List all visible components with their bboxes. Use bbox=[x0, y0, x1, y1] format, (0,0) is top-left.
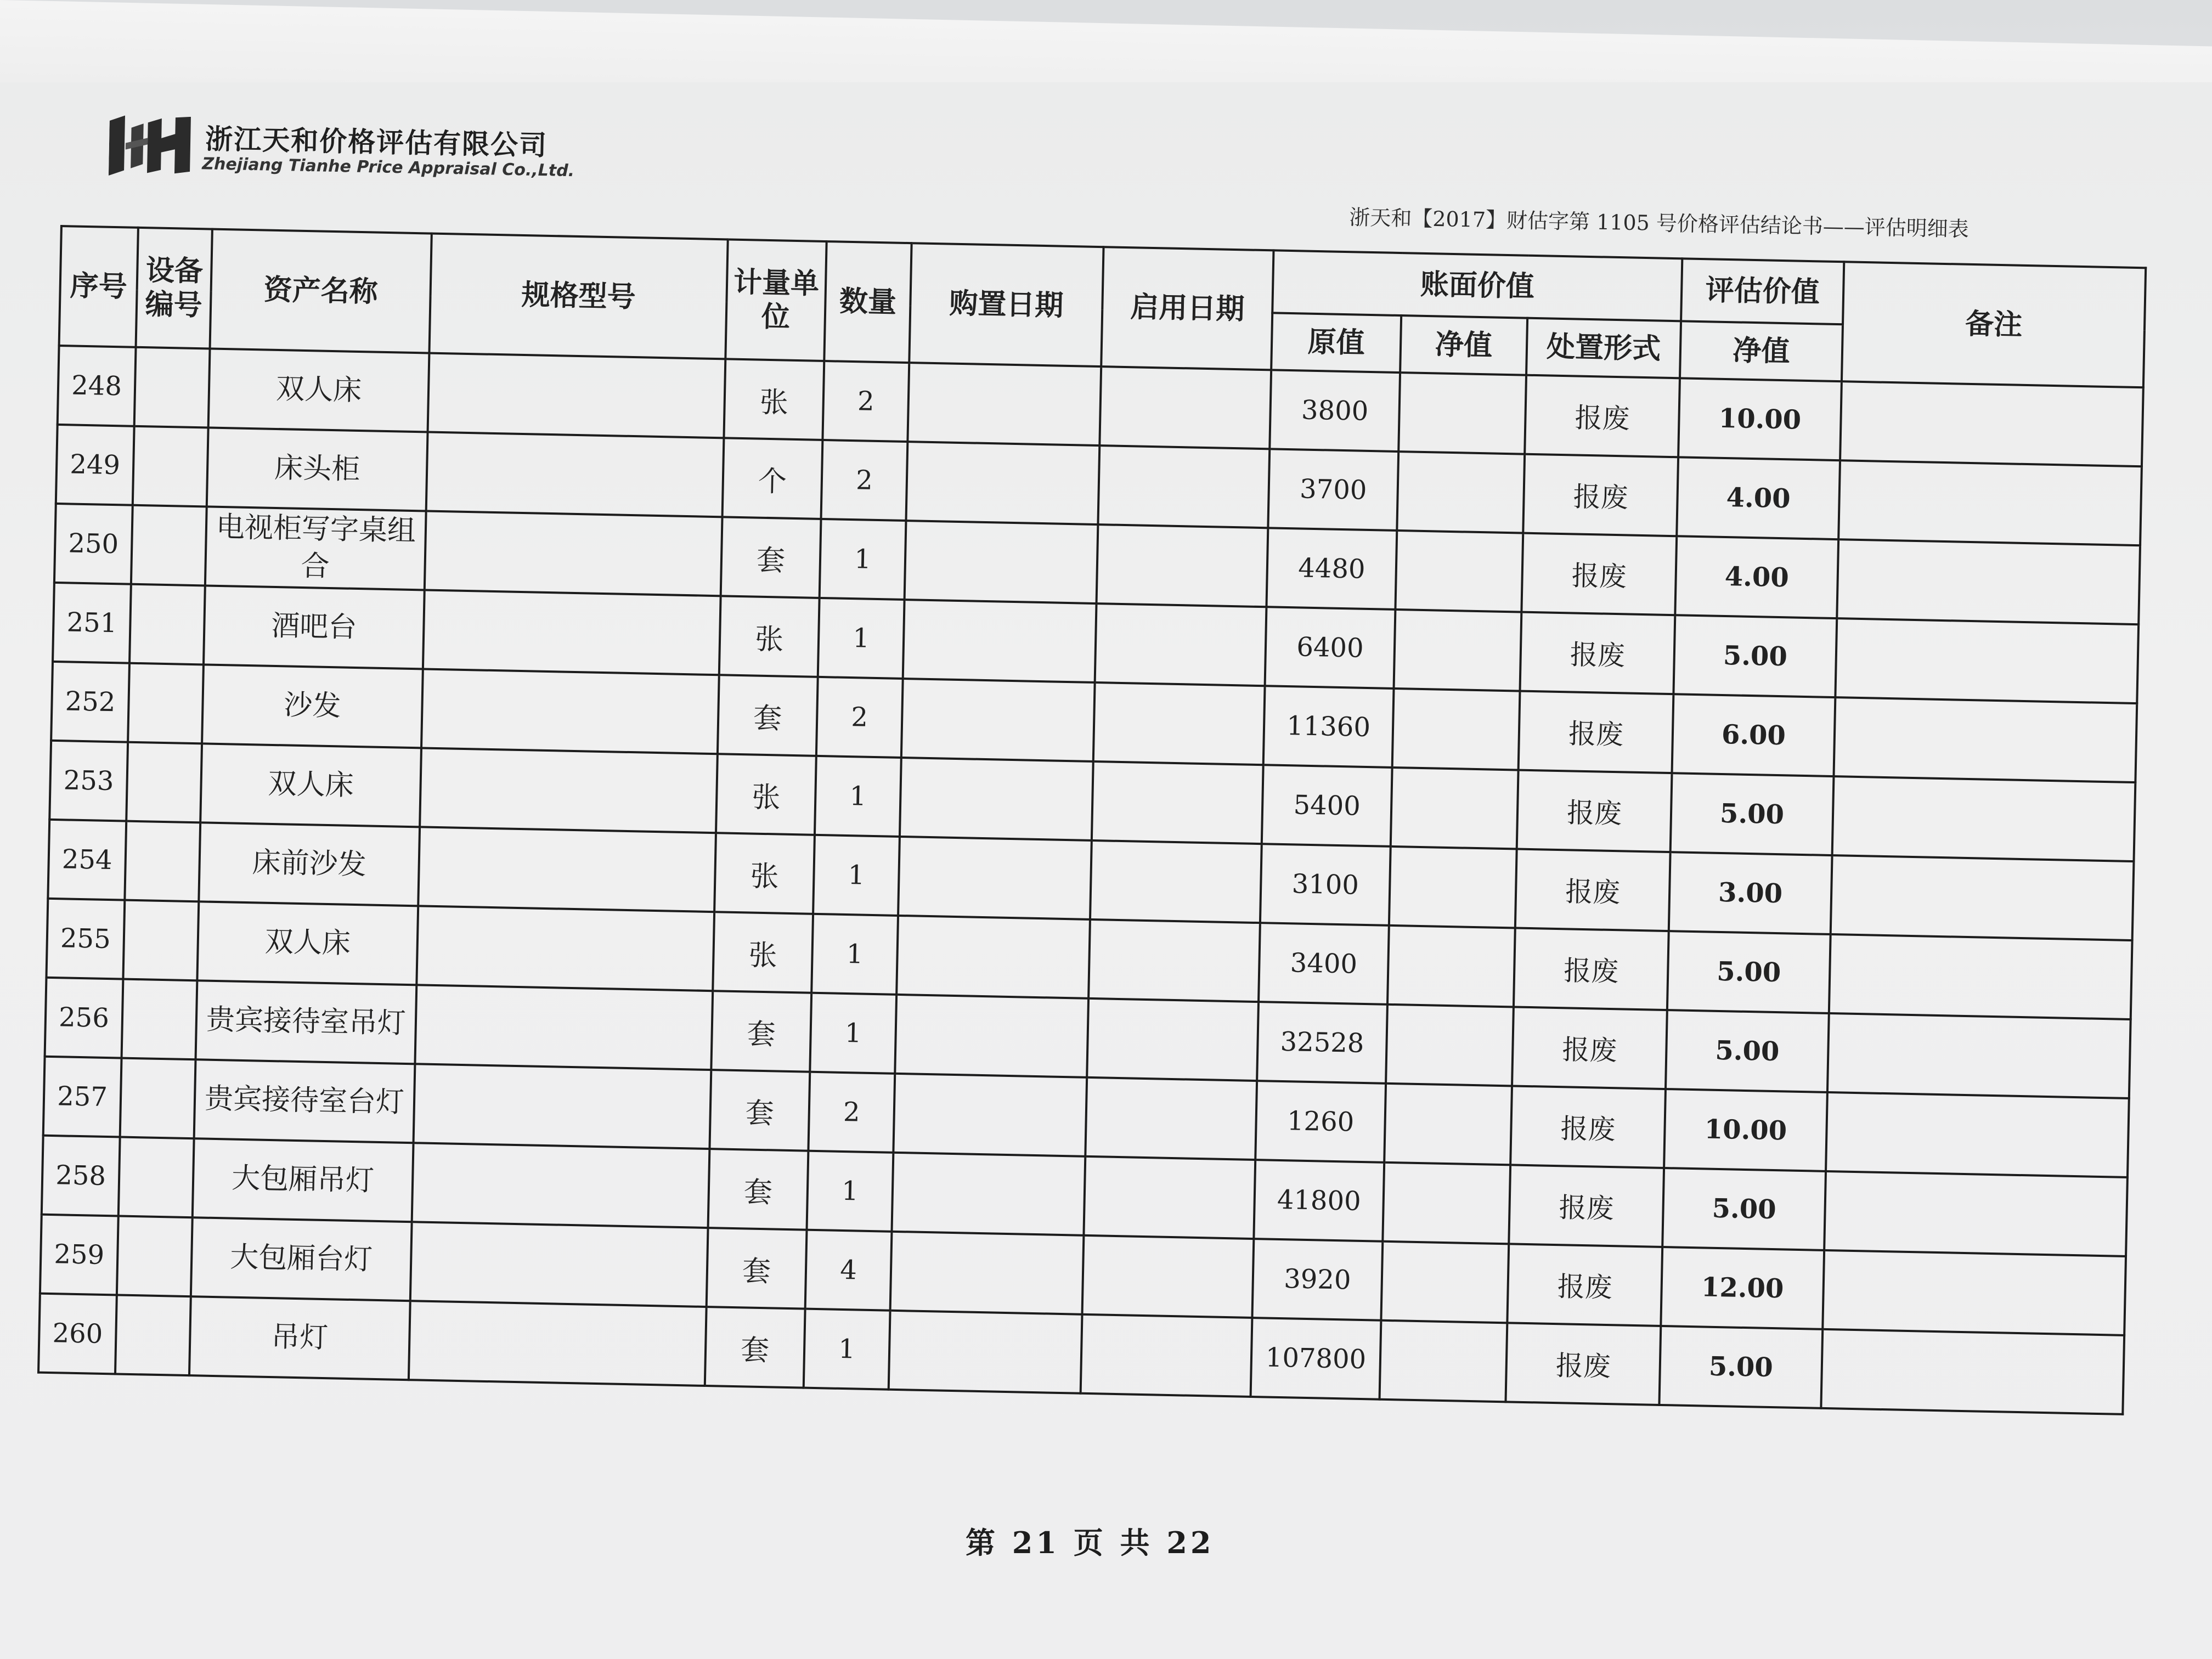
cell-net-value bbox=[1386, 1005, 1514, 1086]
cell-original-value: 3400 bbox=[1259, 923, 1389, 1005]
cell-appraised-net: 4.00 bbox=[1677, 457, 1840, 539]
header-asset-name: 资产名称 bbox=[210, 229, 432, 353]
cell-disposal: 报废 bbox=[1520, 612, 1675, 695]
cell-qty: 1 bbox=[811, 914, 898, 995]
cell-original-value: 41800 bbox=[1254, 1160, 1384, 1242]
appraisal-detail-table bbox=[37, 225, 2147, 1415]
cell-purchase-date bbox=[891, 1153, 1085, 1235]
cell-equip-no bbox=[122, 979, 198, 1060]
cell-qty: 1 bbox=[810, 993, 896, 1074]
cell-asset-name: 吊灯 bbox=[189, 1296, 410, 1380]
cell-qty: 1 bbox=[818, 598, 905, 679]
cell-equip-no bbox=[115, 1295, 191, 1375]
cell-net-value bbox=[1380, 1321, 1508, 1402]
cell-equip-no bbox=[134, 347, 210, 428]
cell-disposal: 报废 bbox=[1521, 533, 1677, 616]
cell-seq: 255 bbox=[46, 899, 125, 979]
company-logo-icon bbox=[109, 115, 192, 177]
cell-start-date bbox=[1087, 998, 1259, 1081]
cell-equip-no bbox=[117, 1216, 193, 1296]
header-unit: 计量单位 bbox=[725, 239, 826, 361]
cell-unit: 套 bbox=[707, 1228, 807, 1309]
cell-qty: 1 bbox=[815, 756, 901, 837]
cell-seq: 256 bbox=[45, 978, 123, 1058]
cell-disposal: 报废 bbox=[1519, 691, 1674, 774]
cell-asset-name: 双人床 bbox=[208, 349, 430, 432]
header-purchase-date: 购置日期 bbox=[909, 243, 1103, 366]
cell-asset-name: 大包厢吊灯 bbox=[193, 1138, 414, 1222]
cell-asset-name: 床头柜 bbox=[207, 427, 428, 511]
header-qty: 数量 bbox=[824, 241, 911, 363]
cell-seq: 257 bbox=[43, 1057, 122, 1137]
cell-spec bbox=[425, 511, 723, 596]
cell-remarks bbox=[1835, 618, 2138, 703]
cell-disposal: 报废 bbox=[1512, 1007, 1667, 1089]
cell-unit: 套 bbox=[718, 675, 818, 756]
cell-disposal: 报废 bbox=[1514, 928, 1669, 1010]
cell-appraised-net: 5.00 bbox=[1671, 773, 1834, 855]
cell-disposal: 报废 bbox=[1505, 1323, 1661, 1405]
cell-qty: 1 bbox=[804, 1309, 890, 1390]
cell-start-date bbox=[1098, 445, 1269, 528]
cell-net-value bbox=[1381, 1242, 1509, 1323]
header-disposal: 处置形式 bbox=[1526, 318, 1681, 379]
cell-appraised-net: 5.00 bbox=[1673, 615, 1837, 697]
cell-equip-no bbox=[119, 1137, 194, 1218]
cell-disposal: 报废 bbox=[1510, 1086, 1666, 1168]
cell-disposal: 报废 bbox=[1523, 454, 1678, 537]
cell-start-date bbox=[1095, 603, 1267, 686]
cell-start-date bbox=[1097, 524, 1268, 607]
cell-remarks bbox=[1833, 697, 2137, 782]
cell-purchase-date bbox=[903, 600, 1097, 682]
cell-original-value: 6400 bbox=[1265, 607, 1396, 689]
cell-net-value bbox=[1384, 1084, 1512, 1165]
header-book-value: 账面价值 bbox=[1272, 250, 1682, 321]
cell-start-date bbox=[1082, 1235, 1254, 1318]
cell-appraised-net: 5.00 bbox=[1659, 1326, 1822, 1408]
cell-spec bbox=[426, 432, 724, 517]
cell-equip-no bbox=[125, 821, 200, 902]
cell-purchase-date bbox=[889, 1311, 1082, 1393]
cell-spec bbox=[428, 353, 726, 438]
cell-appraised-net: 4.00 bbox=[1675, 536, 1838, 618]
header-appraised-value: 评估价值 bbox=[1681, 258, 1844, 324]
cell-remarks bbox=[1824, 1171, 2128, 1256]
header-original-value: 原值 bbox=[1271, 313, 1401, 373]
cell-seq: 251 bbox=[53, 583, 131, 663]
cell-spec bbox=[421, 669, 719, 754]
cell-net-value bbox=[1397, 452, 1525, 533]
document-reference: 浙天和【2017】财估字第 1105 号价格评估结论书——评估明细表 bbox=[1348, 205, 1970, 241]
cell-equip-no bbox=[128, 663, 204, 744]
cell-seq: 248 bbox=[58, 346, 136, 426]
cell-equip-no bbox=[126, 742, 202, 823]
cell-spec bbox=[409, 1301, 707, 1386]
cell-asset-name: 沙发 bbox=[202, 664, 423, 748]
cell-purchase-date bbox=[907, 363, 1101, 445]
cell-purchase-date bbox=[895, 995, 1088, 1077]
cell-asset-name: 酒吧台 bbox=[204, 585, 425, 669]
cell-unit: 个 bbox=[723, 438, 823, 519]
cell-remarks bbox=[1831, 855, 2134, 940]
cell-appraised-net: 10.00 bbox=[1678, 378, 1842, 460]
company-name-cn: 浙江天和价格评估有限公司 bbox=[205, 123, 548, 162]
cell-qty: 1 bbox=[807, 1151, 894, 1232]
header-spec: 规格型号 bbox=[429, 234, 727, 359]
cell-seq: 252 bbox=[51, 662, 129, 742]
cell-spec bbox=[415, 985, 713, 1070]
table-body bbox=[38, 346, 2143, 1414]
cell-unit: 套 bbox=[721, 517, 821, 598]
cell-remarks bbox=[1827, 1013, 2131, 1098]
cell-seq: 250 bbox=[54, 504, 133, 584]
cell-unit: 套 bbox=[711, 991, 811, 1072]
cell-spec bbox=[418, 827, 716, 912]
cell-remarks bbox=[1829, 934, 2132, 1019]
cell-purchase-date bbox=[896, 916, 1090, 998]
header-appraised-net: 净值 bbox=[1680, 321, 1843, 381]
cell-seq: 258 bbox=[42, 1136, 120, 1216]
cell-start-date bbox=[1088, 919, 1260, 1002]
cell-disposal: 报废 bbox=[1509, 1165, 1664, 1247]
cell-appraised-net: 5.00 bbox=[1666, 1010, 1829, 1092]
cell-original-value: 3800 bbox=[1269, 370, 1400, 452]
cell-seq: 249 bbox=[56, 425, 134, 505]
cell-spec bbox=[412, 1143, 710, 1228]
cell-unit: 张 bbox=[713, 912, 813, 993]
cell-appraised-net: 5.00 bbox=[1662, 1168, 1826, 1250]
cell-appraised-net: 12.00 bbox=[1661, 1247, 1824, 1329]
company-name-en: Zhejiang Tianhe Price Appraisal Co.,Ltd. bbox=[201, 154, 575, 181]
cell-asset-name: 双人床 bbox=[200, 743, 421, 827]
cell-purchase-date bbox=[898, 837, 1092, 919]
cell-start-date bbox=[1099, 366, 1271, 449]
cell-spec bbox=[414, 1064, 712, 1149]
cell-original-value: 11360 bbox=[1263, 686, 1394, 768]
cell-original-value: 5400 bbox=[1262, 765, 1392, 847]
cell-unit: 张 bbox=[724, 359, 824, 440]
cell-disposal: 报废 bbox=[1507, 1244, 1662, 1326]
cell-original-value: 4480 bbox=[1266, 528, 1397, 610]
cell-asset-name: 电视柜写字桌组合 bbox=[205, 506, 426, 590]
cell-unit: 张 bbox=[716, 754, 816, 835]
cell-remarks bbox=[1826, 1092, 2129, 1177]
cell-original-value: 3700 bbox=[1268, 449, 1398, 531]
cell-asset-name: 贵宾接待室台灯 bbox=[194, 1059, 415, 1143]
cell-unit: 套 bbox=[709, 1070, 810, 1151]
cell-appraised-net: 5.00 bbox=[1667, 931, 1831, 1013]
cell-remarks bbox=[1838, 460, 2142, 545]
cell-equip-no bbox=[120, 1058, 196, 1139]
cell-seq: 259 bbox=[40, 1215, 119, 1295]
cell-net-value bbox=[1389, 847, 1517, 928]
cell-net-value bbox=[1383, 1163, 1510, 1244]
cell-purchase-date bbox=[890, 1232, 1084, 1314]
cell-unit: 张 bbox=[719, 596, 820, 677]
cell-start-date bbox=[1092, 761, 1263, 844]
cell-purchase-date bbox=[901, 679, 1095, 761]
cell-net-value bbox=[1394, 610, 1522, 691]
cell-equip-no bbox=[129, 584, 205, 665]
cell-unit: 张 bbox=[714, 833, 815, 914]
cell-net-value bbox=[1387, 926, 1515, 1007]
cell-asset-name: 贵宾接待室吊灯 bbox=[196, 980, 417, 1064]
header-remarks: 备注 bbox=[1842, 262, 2146, 387]
cell-spec bbox=[410, 1222, 708, 1307]
cell-seq: 253 bbox=[49, 741, 128, 821]
cell-start-date bbox=[1085, 1077, 1257, 1160]
cell-appraised-net: 6.00 bbox=[1672, 694, 1836, 776]
cell-equip-no bbox=[133, 426, 208, 507]
cell-net-value bbox=[1398, 373, 1526, 454]
header-equip-no: 设备编号 bbox=[136, 228, 212, 349]
cell-qty: 1 bbox=[813, 835, 900, 916]
cell-seq: 260 bbox=[38, 1294, 117, 1374]
cell-remarks bbox=[1822, 1250, 2126, 1335]
cell-asset-name: 床前沙发 bbox=[199, 822, 420, 906]
cell-qty: 2 bbox=[816, 677, 903, 758]
cell-disposal: 报废 bbox=[1525, 375, 1680, 458]
cell-start-date bbox=[1093, 682, 1265, 765]
cell-remarks bbox=[1821, 1329, 2124, 1414]
cell-disposal: 报废 bbox=[1517, 770, 1672, 853]
cell-net-value bbox=[1391, 768, 1519, 849]
cell-spec bbox=[423, 590, 721, 675]
header-start-date: 启用日期 bbox=[1101, 247, 1273, 370]
cell-net-value bbox=[1392, 689, 1520, 770]
cell-seq: 254 bbox=[48, 820, 126, 900]
cell-asset-name: 双人床 bbox=[197, 901, 418, 985]
cell-purchase-date bbox=[893, 1074, 1087, 1156]
appraisal-table-container bbox=[37, 225, 2145, 1415]
cell-purchase-date bbox=[906, 442, 1099, 524]
company-header bbox=[109, 115, 658, 197]
cell-start-date bbox=[1084, 1156, 1255, 1239]
cell-original-value: 1260 bbox=[1255, 1081, 1386, 1163]
header-net-value: 净值 bbox=[1400, 315, 1527, 375]
cell-equip-no bbox=[131, 505, 207, 586]
cell-start-date bbox=[1090, 840, 1262, 923]
cell-qty: 4 bbox=[805, 1230, 892, 1311]
cell-spec bbox=[420, 748, 718, 833]
cell-original-value: 3100 bbox=[1260, 844, 1391, 926]
cell-qty: 1 bbox=[820, 519, 906, 600]
cell-asset-name: 大包厢台灯 bbox=[191, 1217, 412, 1301]
cell-spec bbox=[416, 906, 714, 991]
cell-net-value bbox=[1395, 531, 1523, 612]
cell-original-value: 3920 bbox=[1252, 1239, 1383, 1321]
cell-start-date bbox=[1081, 1314, 1252, 1397]
cell-qty: 2 bbox=[821, 440, 908, 521]
cell-original-value: 32528 bbox=[1257, 1002, 1387, 1084]
cell-purchase-date bbox=[905, 521, 1098, 603]
cell-qty: 2 bbox=[808, 1072, 895, 1153]
cell-unit: 套 bbox=[708, 1149, 809, 1230]
cell-original-value: 107800 bbox=[1251, 1318, 1381, 1400]
cell-remarks bbox=[1832, 776, 2136, 861]
cell-remarks bbox=[1840, 381, 2143, 466]
cell-unit: 套 bbox=[705, 1307, 805, 1388]
cell-remarks bbox=[1837, 539, 2140, 624]
page-number: 第 21 页 共 22 bbox=[966, 1525, 1215, 1560]
header-seq: 序号 bbox=[59, 226, 138, 347]
cell-purchase-date bbox=[900, 758, 1093, 840]
cell-qty: 2 bbox=[822, 361, 909, 442]
cell-disposal: 报废 bbox=[1515, 849, 1671, 932]
cell-equip-no bbox=[123, 900, 199, 981]
cell-appraised-net: 3.00 bbox=[1669, 852, 1832, 934]
cell-appraised-net: 10.00 bbox=[1664, 1089, 1827, 1171]
